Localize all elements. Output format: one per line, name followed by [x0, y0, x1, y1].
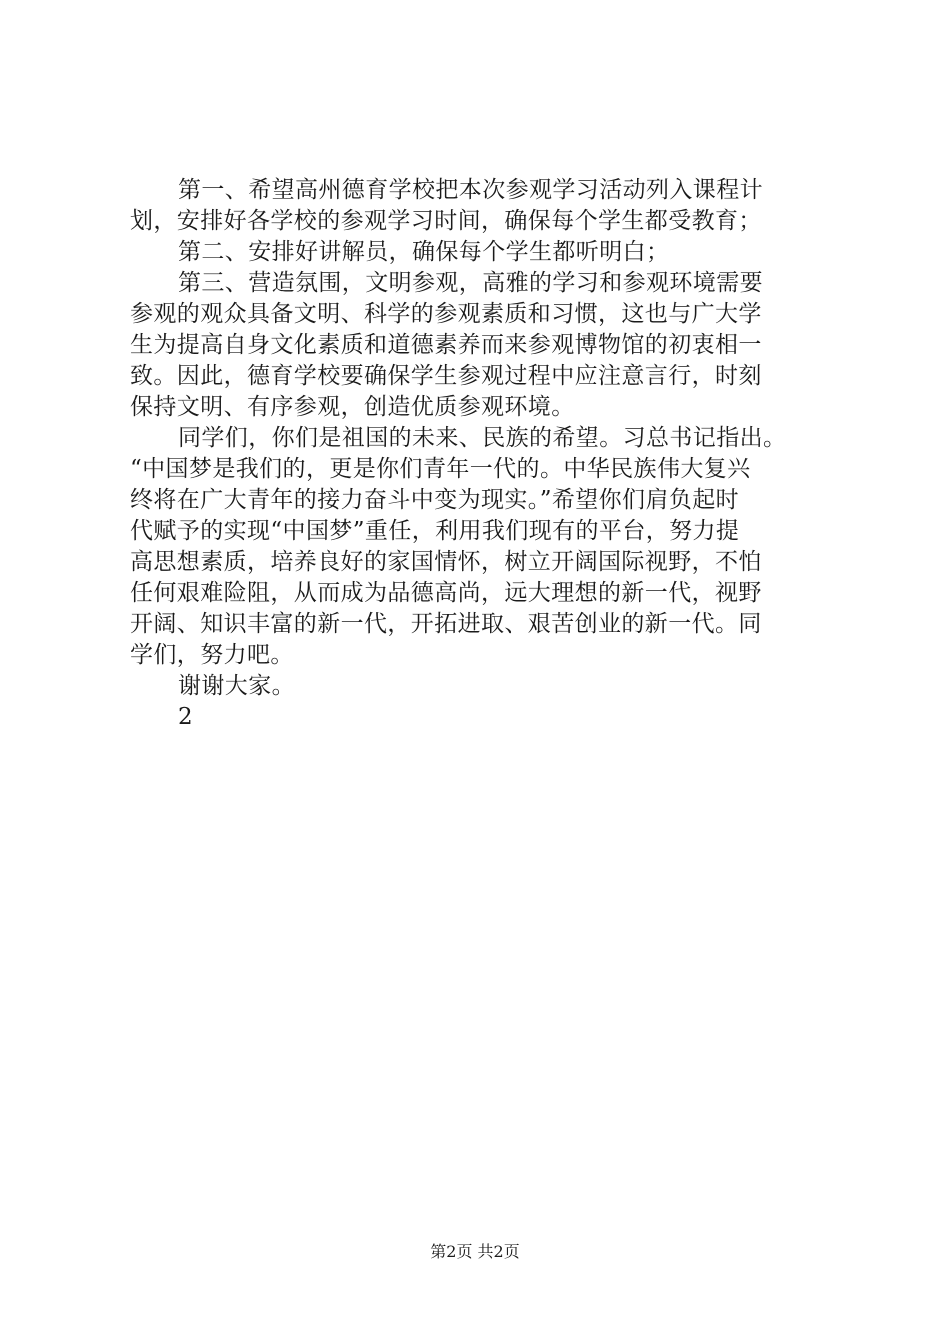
paragraph-line: 终将在广大青年的接力奋斗中变为现实。”希望你们肩负起时 [130, 487, 740, 513]
paragraph-line: 生为提高自身文化素质和道德素养而来参观博物馆的初衷相一 [130, 332, 762, 358]
paragraph-line: 学们，努力吧。 [130, 642, 294, 668]
paragraph-line: 第三、营造氛围，文明参观，高雅的学习和参观环境需要 [178, 270, 763, 296]
document-body [130, 175, 832, 733]
paragraph-line: 第二、安排好讲解员，确保每个学生都听明白； [178, 239, 670, 265]
page-footer: 第2页 共2页 [430, 1242, 520, 1261]
paragraph-line: 代赋予的实现“中国梦”重任，利用我们现有的平台，努力提 [130, 518, 740, 544]
page-number-text: 2 [178, 704, 194, 730]
paragraph-line: 同学们，你们是祖国的未来、民族的希望。习总书记指出。 [178, 425, 787, 451]
paragraph-line: 开阔、知识丰富的新一代，开拓进取、艰苦创业的新一代。同 [130, 611, 762, 637]
paragraph-line: 保持文明、有序参观，创造优质参观环境。 [130, 394, 575, 420]
paragraph-line: 任何艰难险阻，从而成为品德高尚，远大理想的新一代，视野 [130, 580, 762, 606]
paragraph-line: 第一、希望高州德育学校把本次参观学习活动列入课程计 [178, 177, 763, 203]
paragraph-line: “中国梦是我们的，更是你们青年一代的。中华民族伟大复兴 [130, 456, 751, 482]
paragraph-line: 高思想素质，培养良好的家国情怀，树立开阔国际视野，不怕 [130, 549, 762, 575]
paragraph-line: 致。因此，德育学校要确保学生参观过程中应注意言行，时刻 [130, 363, 762, 389]
paragraph-line: 划，安排好各学校的参观学习时间，确保每个学生都受教育； [130, 208, 762, 234]
closing-line: 谢谢大家。 [178, 673, 295, 699]
paragraph-line: 参观的观众具备文明、科学的参观素质和习惯，这也与广大学 [130, 301, 762, 327]
